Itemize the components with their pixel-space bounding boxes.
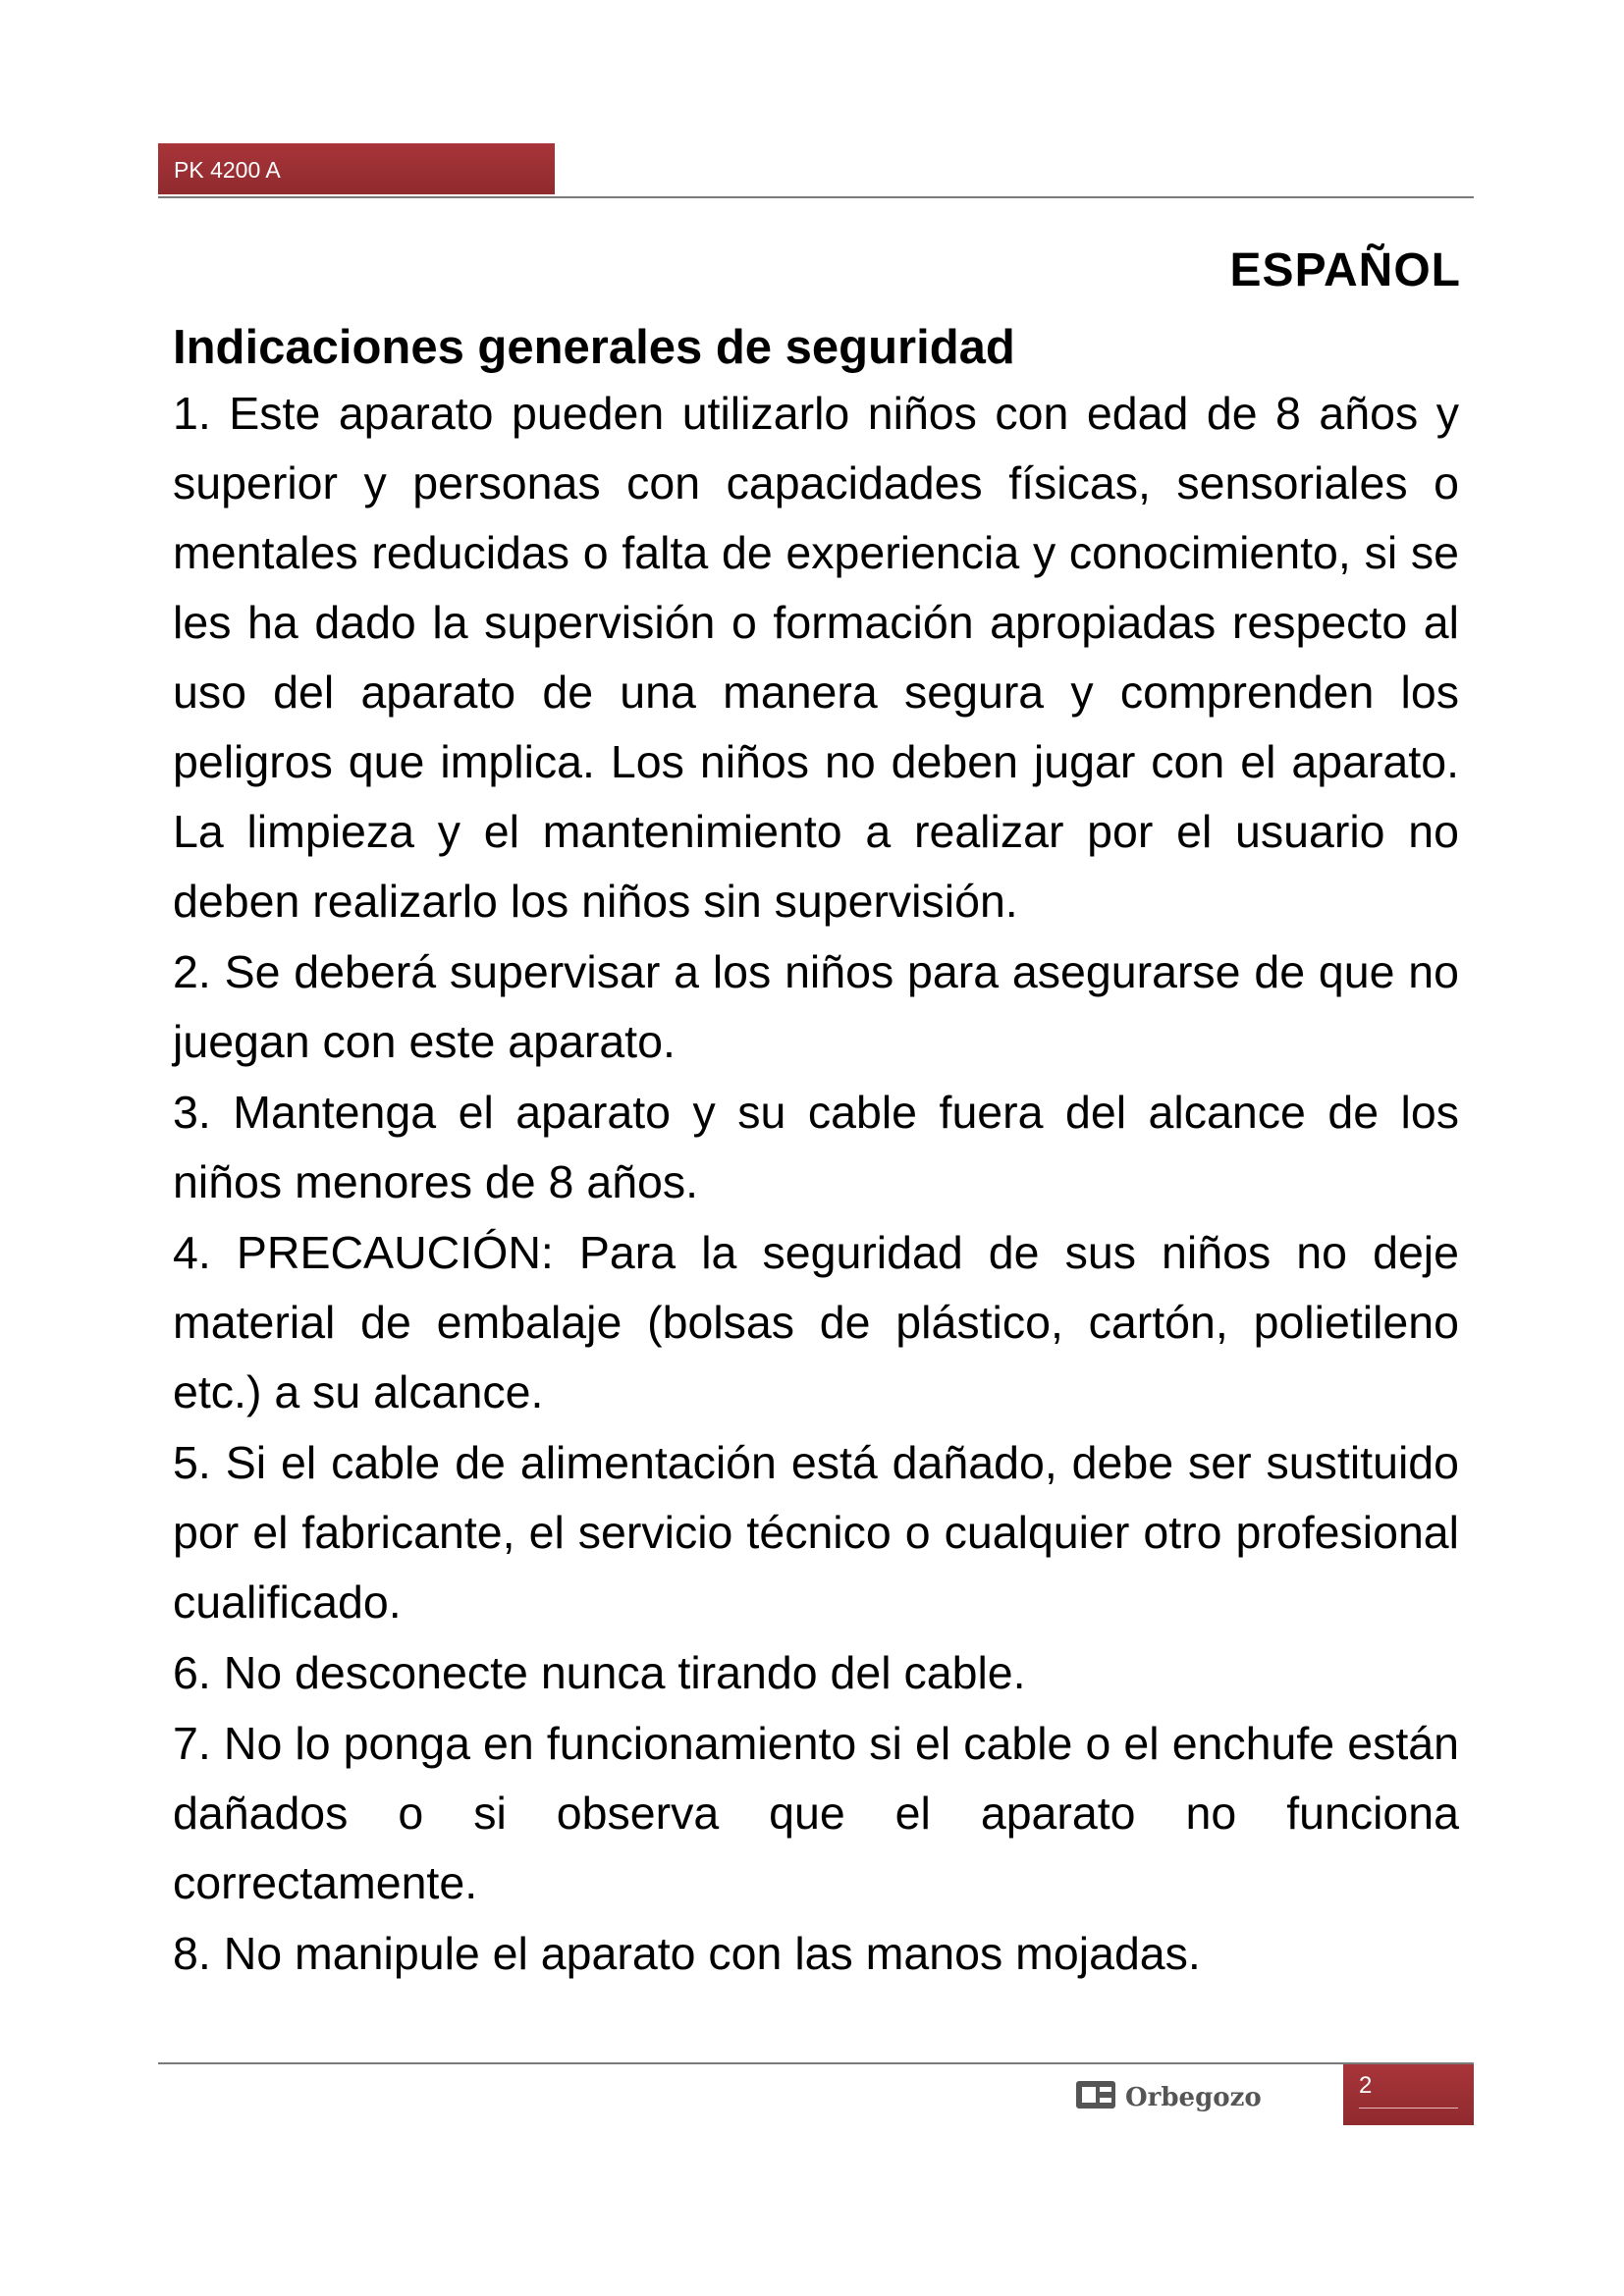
safety-item: 2. Se deberá supervisar a los niños para asegurarse de que no juegan con este aparato. <box>173 946 1459 1067</box>
header-model-tab <box>158 143 555 194</box>
orbegozo-logo <box>1076 2073 1286 2118</box>
language-heading: ESPAÑOL <box>1229 244 1461 296</box>
svg-text:Orbegozo: Orbegozo <box>1125 2083 1262 2112</box>
safety-item: 1. Este aparato pueden utilizarlo niños con edad de 8 años y superior y personas con capacidades físicas, sensoriales o mentales reducidas o falta de experiencia y conocimiento, si se les ha dado la supervisión o formación apropiadas respecto al uso del aparato de una manera segura y comprenden los peligros que implica. Los niños no deben jugar con el aparato. La limpieza y el mantenimiento a realizar por el usuario no deben realizarlo los niños sin supervisión. <box>173 388 1459 927</box>
safety-item: 5. Si el cable de alimentación está dañado, debe ser sustituido por el fabricante, el servicio técnico o cualquier otro profesional cualificado. <box>173 1437 1459 1628</box>
header-divider <box>158 196 1474 198</box>
footer-divider <box>158 2062 1474 2064</box>
safety-item: 4. PRECAUCIÓN: Para la seguridad de sus niños no deje material de embalaje (bolsas de plástico, cartón, polietileno etc.) a su alcance. <box>173 1227 1459 1417</box>
page-number: 2 <box>1359 2072 1373 2099</box>
page-number-tab <box>1343 2064 1474 2125</box>
model-label: PK 4200 A <box>174 157 281 183</box>
safety-item: 6. No desconecte nunca tirando del cable. <box>173 1647 1026 1698</box>
safety-item: 7. No lo ponga en funcionamiento si el cable o el enchufe están dañados o si observa que el aparato no funciona correctamente. <box>173 1718 1459 1908</box>
section-title: Indicaciones generales de seguridad <box>173 321 1015 374</box>
safety-content <box>173 316 1459 1989</box>
safety-item: 8. No manipule el aparato con las manos mojadas. <box>173 1928 1201 1979</box>
safety-item: 3. Mantenga el aparato y su cable fuera del alcance de los niños menores de 8 años. <box>173 1087 1459 1207</box>
